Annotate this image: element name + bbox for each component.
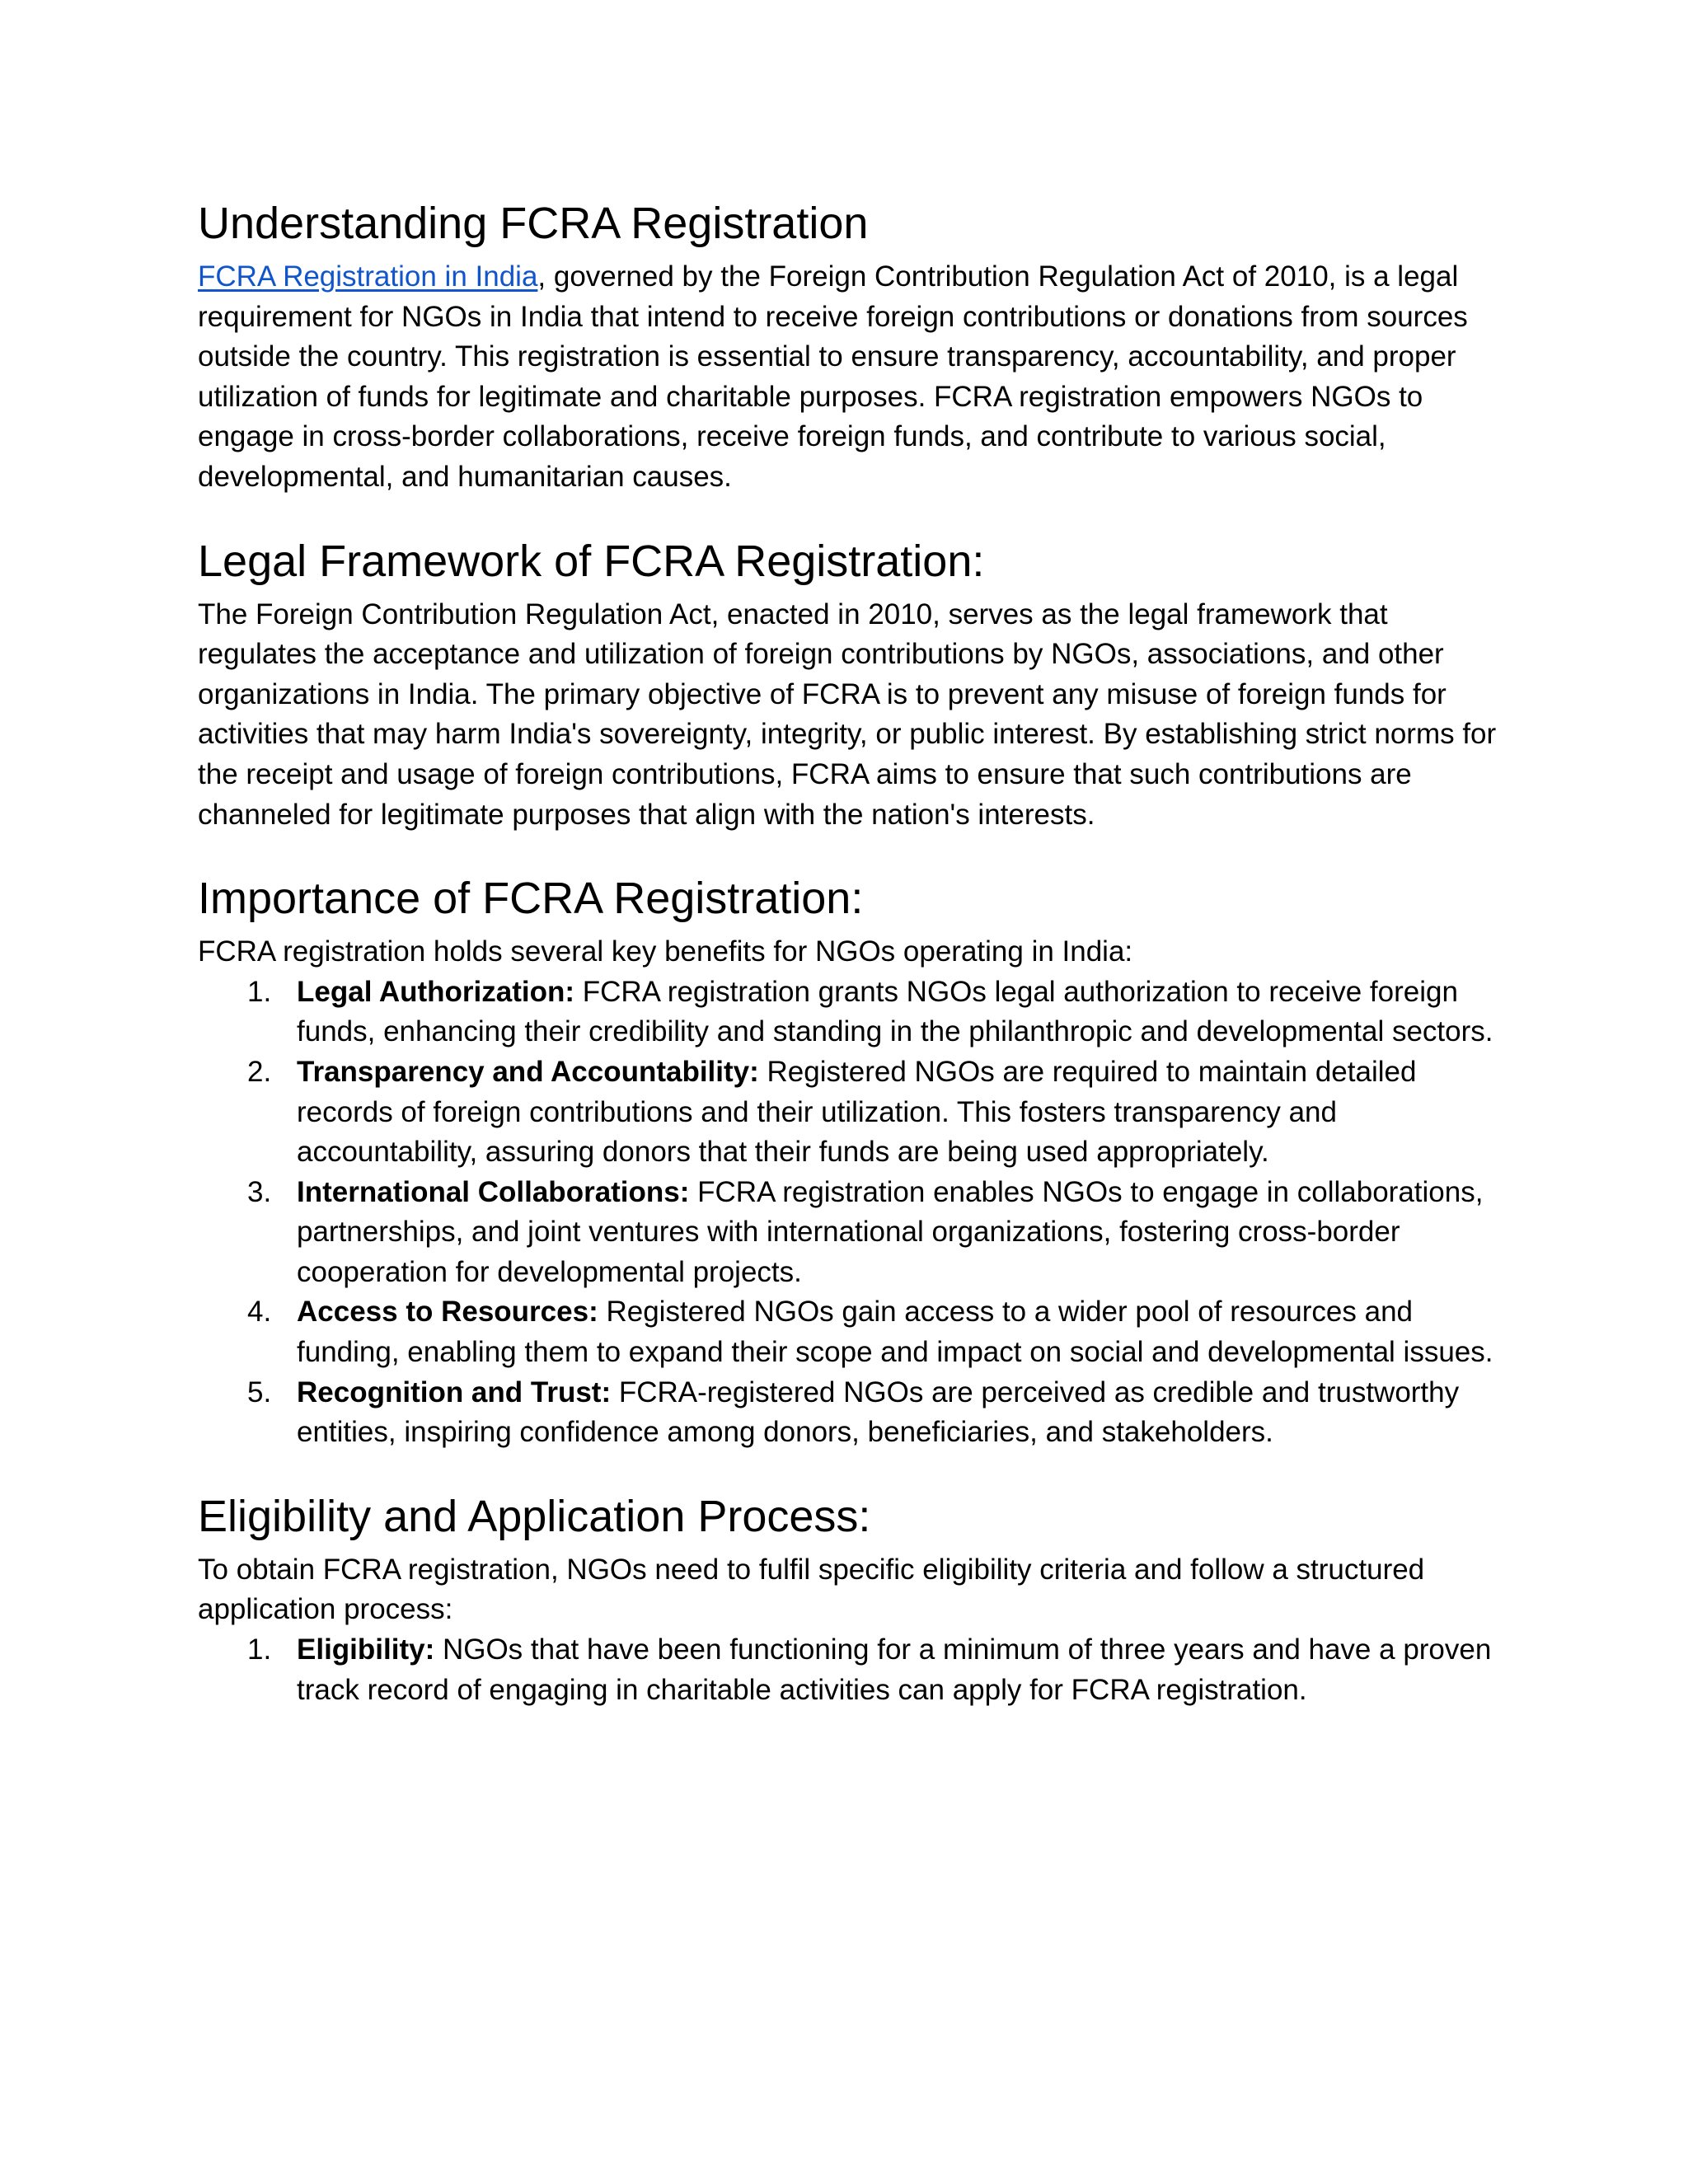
paragraph-importance-intro: FCRA registration holds several key benefits for NGOs operating in India: [198,935,1133,968]
eligibility-list [198,1630,1500,1710]
paragraph-eligibility-intro: To obtain FCRA registration, NGOs need to fulfil specific eligibility criteria and follow a structured application process: [198,1553,1425,1626]
list-item-term: Eligibility: [297,1633,435,1666]
section-understanding [198,196,1500,498]
list-item [198,1630,1500,1710]
section-legal-framework [198,534,1500,836]
heading-eligibility: Eligibility and Application Process: [198,1491,871,1541]
list-item-number: 4. [247,1296,272,1329]
section-eligibility [198,1489,1500,1710]
list-item-term: Transparency and Accountability: [297,1055,759,1088]
list-item [198,1373,1500,1453]
list-item-text: FCRA-registered NGOs are perceived as credible and trustworthy entities, inspiring confidence among donors, beneficiaries, and stakeholders. [297,1376,1460,1449]
list-item-text: Registered NGOs gain access to a wider pool of resources and funding, enabling them to expand their scope and impact on social and developmental issues. [297,1296,1493,1369]
fcra-registration-link[interactable]: FCRA Registration in India [198,260,538,293]
list-item [198,972,1500,1052]
list-item-number: 1. [247,975,272,1008]
list-item-number: 3. [247,1175,272,1208]
list-item-text: Registered NGOs are required to maintain detailed records of foreign contributions and their utilization. This fosters transparency and accountability, assuring donors that their funds are being used appropriately. [297,1055,1417,1169]
list-item-text: NGOs that have been functioning for a minimum of three years and have a proven track record of engaging in charitable activities can apply for FCRA registration. [297,1633,1492,1706]
heading-legal-framework: Legal Framework of FCRA Registration: [198,536,985,586]
list-item-number: 5. [247,1376,272,1408]
list-item-term: Access to Resources: [297,1296,598,1329]
document-page [198,196,1500,1710]
list-item-number: 1. [247,1633,272,1666]
list-item-text: FCRA registration grants NGOs legal authorization to receive foreign funds, enhancing their credibility and standing in the philanthropic and developmental sectors. [297,975,1493,1048]
paragraph-understanding [198,257,1500,498]
list-item [198,1052,1500,1173]
list-item-number: 2. [247,1055,272,1088]
heading-importance: Importance of FCRA Registration: [198,874,864,924]
list-item [198,1173,1500,1293]
importance-list [198,972,1500,1453]
list-item-text: FCRA registration enables NGOs to engage in collaborations, partnerships, and joint ventures with international organizations, fostering cross-border cooperation for developmental projects. [297,1175,1484,1288]
list-item-term: International Collaborations: [297,1175,690,1208]
section-importance [198,871,1500,1453]
list-item [198,1292,1500,1372]
list-item-term: Recognition and Trust: [297,1376,612,1408]
heading-understanding-fcra: Understanding FCRA Registration [198,199,869,248]
list-item-term: Legal Authorization: [297,975,575,1008]
paragraph-legal-framework: The Foreign Contribution Regulation Act, enacted in 2010, serves as the legal framework that regulates the acceptance and utilization of foreign contributions by NGOs, associations, and other organizations in India. The primary objective of FCRA is to prevent any misuse of foreign funds for activities that may harm India's sovereignty, integrity, or public interest. By establishing strict norms for the receipt and usage of foreign contributions, FCRA aims to ensure that such contributions are channeled for legitimate purposes that align with the nation's interests. [198,598,1497,831]
paragraph-understanding-text: , governed by the Foreign Contribution Regulation Act of 2010, is a legal requirement for NGOs in India that intend to receive foreign contributions or donations from sources outside the country. This registration is essential to ensure transparency, accountability, and proper utilization of funds for legitimate and charitable purposes. FCRA registration empowers NGOs to engage in cross-border collaborations, receive foreign funds, and contribute to various social, developmental, and humanitarian causes. [198,260,1468,493]
